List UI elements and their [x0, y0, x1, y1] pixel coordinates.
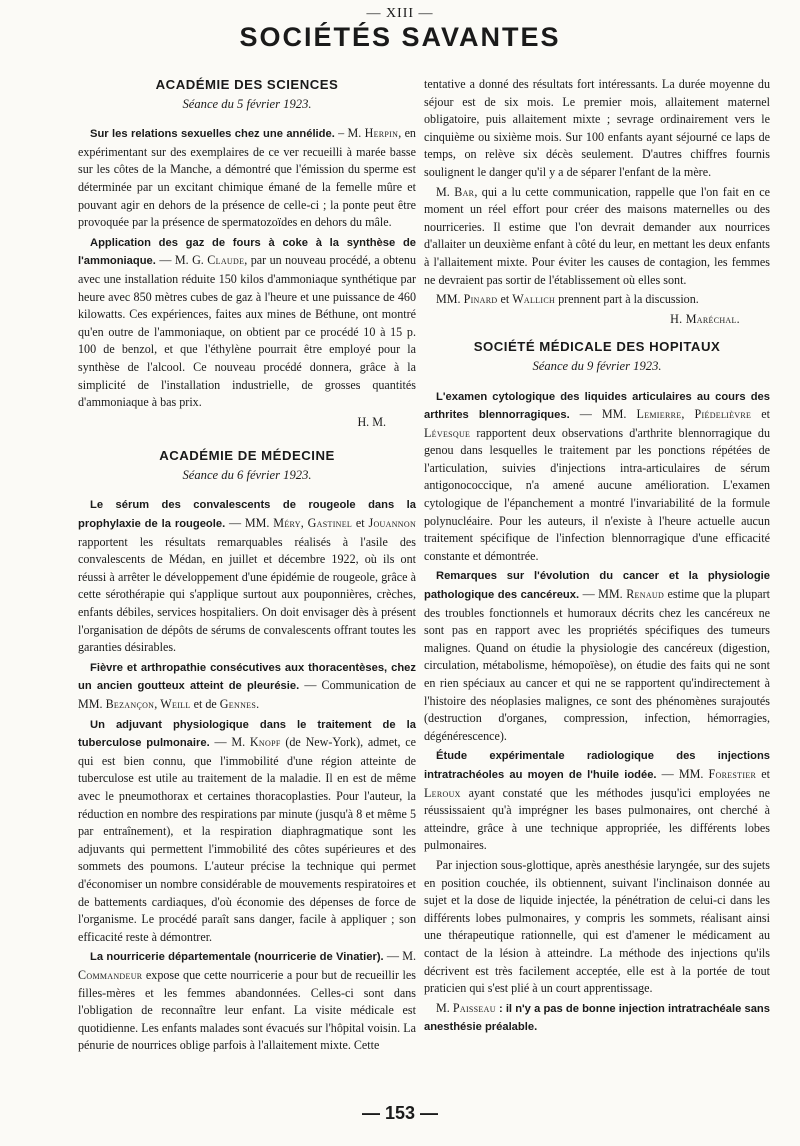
article-paragraph: [424, 388, 770, 566]
article-title: La nourricerie départementale (nourricerie de Vinatier).: [90, 951, 384, 964]
author-name: Pinard: [463, 292, 498, 307]
text-fragment: — MM.: [569, 407, 637, 422]
text-fragment: — M. G.: [155, 253, 208, 268]
text-fragment: — Communication de MM.: [78, 678, 416, 711]
text-fragment: et: [751, 407, 770, 422]
text-fragment: et: [756, 766, 770, 781]
text-fragment: .: [256, 697, 260, 711]
article-text: prennent part à la discussion.: [555, 292, 699, 307]
article-paragraph: [78, 716, 416, 947]
left-column: [78, 76, 416, 1057]
article-title: L'examen cytologique des liquides articulaires au cours des arthrites blennorragiques.: [424, 390, 770, 422]
text-fragment: — MM.: [579, 587, 627, 602]
author-name: Lévesque: [424, 425, 471, 440]
article-text: estime que la plupart des troubles fonctionnels et humoraux décrits chez les cancéreux ne sont pas en rapport avec les propriétés spécifiques des tumeurs malignes. Quand on étudie la physiologie des cancéreux (digestion, circulation, métabolisme, hémopoïèse), on étudie des faits qui ne sont en rien spéciaux au cancer et qui ne se rapportent qu'indirectement à l'histoire des néoplasies malignes, ce sont des phénomènes surajoutés (destruction d'organes, compression, infection, hémorragies, dégénérescence).: [424, 587, 771, 743]
author-name: Renaud: [626, 587, 665, 602]
article-title: Fièvre et arthropathie consécutives aux thoracentèses, chez un ancien goutteux atteint de pleurésie.: [78, 661, 416, 693]
author-name: Bezançon: [105, 697, 155, 711]
text-fragment: — M.: [383, 949, 416, 964]
article-paragraph: [424, 747, 770, 855]
article-text: ayant constaté que les méthodes jusqu'ici employées ne réussissaient qu'à imprégner les bases pulmonaires, ont cherché à atteindre, grâce à une technique appropriée, les différents lobes pulmonaires.: [424, 785, 770, 853]
article-paragraph: [78, 659, 416, 714]
article-paragraph: [424, 567, 770, 745]
text-fragment: M.: [436, 1000, 453, 1015]
article-paragraph: Par injection sous-glottique, après anesthésie laryngée, sur des sujets en position couchée, ils obtiennent, suivant l'inclinaison donnée au sujet et la dose de liquide injectée, la pénétration de celui-ci dans les différents lobes pulmonaires, y compris les sommets, réalisant ainsi une thérapeutique rationnelle, qui est d'amener le médicament au contact de la lésion à atteindre. La méthode des injections qu'ils décrivent est très facilement acceptée, elle est à la portée de tout praticien qui s'est plié à un court apprentissage.: [424, 857, 770, 996]
author-name: Forestier: [708, 766, 757, 781]
spacer: [424, 328, 770, 338]
article-text: rapportent les résultats remarquables réalisés à l'asile des convalescents de Médan, en juillet et décembre 1922, où ils ont réussi à arrêter le développement d'une épidémie de rougeole, grâce à cette sérothérapie qui s'applique surtout aux pouponnières, crèches, enfants débiles, services hospitaliers. On doit envisager dès à présent l'organisation de dépôts de sérums de convalescents offrant toutes les garanties désirables.: [78, 534, 416, 655]
author-name: Paisseau: [452, 1000, 496, 1015]
author-name: Knopf: [249, 735, 281, 750]
article-text: , qui a lu cette communication, rappelle que l'on fait en ce moment un réel effort pour créer des maisons maternelles ou des nourriceries. Il estime que l'on devrait demander aux nourrices d'allaiter un deuxième enfant à côté du leur, en mettant les deux enfants à l'allaitement mixte. Pour éviter les causes de contagion, les femmes ne devraient pas sortir de l'établissement où elles sont.: [424, 184, 770, 287]
article-title: Un adjuvant physiologique dans le traitement de la tuberculose pulmonaire.: [78, 718, 416, 750]
text-fragment: — MM.: [656, 766, 709, 781]
author-name: Gennes: [219, 697, 257, 711]
section-heading-medecine: ACADÉMIE DE MÉDECINE: [159, 448, 335, 464]
text-fragment: MM.: [436, 292, 464, 307]
author-name: Wallich: [512, 292, 556, 307]
author-name: Gastinel: [307, 516, 353, 531]
seance-date: Séance du 6 février 1923.: [182, 467, 312, 482]
author-name: Jouannon: [368, 516, 417, 531]
page-folio: — XIII —: [366, 6, 434, 21]
seance-date: Séance du 5 février 1923.: [182, 96, 312, 111]
text-fragment: et de: [190, 697, 220, 711]
right-column: [424, 76, 770, 1039]
article-text: expose que cette nourricerie a pour but de recueillir les filles-mères et les femmes abandonnées. Celles-ci sont dans l'obligation de reconnaître leur enfant. La visite médicale est quotidienne. Les enfants malades sont évacués sur l'hôpital voisin. La pénurie de nourrices oblige parfois à l'allaitement mixte. Cette: [78, 967, 416, 1053]
author-name: Weill: [160, 697, 191, 711]
text-fragment: ,: [300, 516, 308, 531]
section-heading-sciences: ACADÉMIE DES SCIENCES: [155, 77, 339, 92]
text-fragment: — MM.: [225, 516, 274, 531]
author-name: Méry: [273, 516, 301, 531]
text-fragment: – M.: [334, 126, 365, 141]
article-paragraph: [424, 1000, 770, 1037]
text-fragment: et: [352, 516, 369, 531]
article-text: , en expérimentant sur des exemplaires de ce ver recueilli à marée basse sur les côtes de la Manche, a démontré que l'émission du sperme est déterminée par un excitant chimique émané de la femelle mûre et pouvant agir en dehors de la présence de celle-ci ; la ponte peut être provoquée par la présence de spermatozoïdes en dehors du mâle.: [78, 126, 416, 230]
author-name: Bar: [454, 184, 475, 199]
article-title: Sur les relations sexuelles chez une annélide.: [90, 128, 335, 141]
article-paragraph: [424, 184, 770, 290]
article-title: : il n'y a pas de bonne injection intratrachéale sans anesthésie préalable.: [424, 1002, 770, 1034]
article-paragraph: [424, 291, 770, 309]
section-heading-hopitaux: SOCIÉTÉ MÉDICALE DES HOPITAUX: [473, 339, 721, 355]
author-name: Lemierre: [636, 407, 682, 422]
article-title: Application des gaz de fours à coke à la synthèse de l'ammoniaque.: [78, 236, 416, 268]
page-number: — 153 —: [361, 1103, 439, 1123]
author-name: Claude: [207, 253, 245, 268]
article-paragraph: [78, 948, 416, 1055]
page-title: SOCIÉTÉS SAVANTES: [239, 22, 561, 52]
article-title: Remarques sur l'évolution du cancer et la physiologie pathologique des cancéreux.: [424, 570, 770, 602]
article-text: rapportent deux observations d'arthrite blennorragique du genou dans lesquelles le traitement par les ponctions répétées de l'articulation, suivies d'injections intra-articulaires de sérum antigonococcique, n'a amené aucune amélioration. L'examen cytologique de l'épanchement a montré l'invariabilité de la formule polynucléaire. Pour les auteurs, il n'existe à l'heure actuelle aucun traitement spécifique de l'infection blennorragique d'une efficacité constante et démontrée.: [424, 425, 770, 563]
author-name: Leroux: [424, 785, 461, 800]
article-paragraph: tentative a donné des résultats fort intéressants. La durée moyenne du séjour est de six mois. Le premier mois, allaitement maternel obligatoire, puis allaitement mixte ; sevrage ordinairement vers le cinquième ou sixième mois. Sur 100 enfants ayant séjourné ce laps de temps, on relève six décès seulement. D'autres chiffres fournis soulignent le danger qu'il y a de séparer l'enfant de la mère.: [424, 77, 770, 179]
article-paragraph: [78, 125, 416, 232]
text-fragment: — M.: [209, 735, 250, 750]
article-paragraph: [78, 496, 416, 656]
author-name: Commandeur: [78, 967, 143, 982]
article-text: (de New-York), admet, ce qui est bien connu, que l'immobilité d'une région atteinte de tuberculose est utile au traitement de la maladie. Il en est de même avec le pneumothorax et certaines thoracoplasties. Pour l'auteur, la réduction en nombre des respirations par minute (jusqu'à 8 et même 5 par entraînement), et la respiration diaphragmatique sont les adjuvants qui permettent l'immobilité des côtes supérieures et des sommets des poumons. L'auteur précise la technique qui permet d'économiser un nombre considérable de mouvements respiratoires et de battements cardiaques, d'où économie des dépenses de force de l'organisme. Le procédé paraît sans danger, facile à appliquer ; son efficacité reste à démontrer.: [78, 735, 416, 944]
author-name: Herpin: [364, 126, 399, 141]
text-fragment: ,: [154, 697, 161, 711]
seance-date: Séance du 9 février 1923.: [532, 358, 662, 373]
article-paragraph: [78, 234, 416, 412]
article-title: Le sérum des convalescents de rougeole dans la prophylaxie de la rougeole.: [78, 499, 416, 531]
spacer: [78, 431, 416, 447]
text-fragment: ,: [681, 407, 695, 422]
signature: H. Maréchal.: [670, 311, 740, 326]
signature: H. M.: [357, 414, 386, 429]
article-text: , par un nouveau procédé, a obtenu avec une installation réduite 150 kilos d'ammoniaque synthétique par heure avec 850 mètres cubes de gaz à l'heure et une puissance de 460 kilowatts. Ces expériences, faites aux mines de Béthune, ont montré qu'en outre de l'ammoniaque, on obtient par ce procédé 10 à 15 p. 100 de benzol, et que l'éthylène pourrait être employé pour la synthèse de l'alcool. Ce nouveau procédé donnera, grâce à la simplicité de l'installation industrielle, de grosses quantités d'ammoniaque à bas prix.: [78, 253, 416, 410]
text-fragment: et: [497, 292, 513, 307]
article-title: Étude expérimentale radiologique des injections intratrachéoles au moyen de l'huile iodée.: [424, 750, 770, 781]
author-name: Piédelièvre: [694, 407, 752, 422]
text-fragment: M.: [436, 184, 455, 199]
